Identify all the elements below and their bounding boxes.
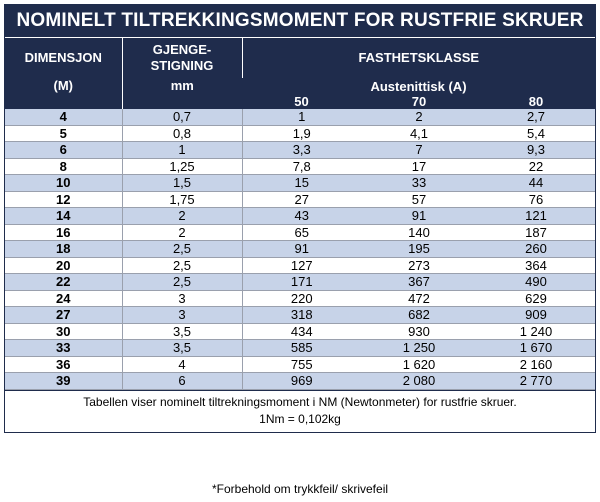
header-pitch-line2: STIGNING xyxy=(150,58,214,73)
cell-class-80: 909 xyxy=(477,307,595,324)
cell-pitch: 0,8 xyxy=(122,125,242,142)
table-row xyxy=(5,290,595,307)
cell-class-70: 4,1 xyxy=(361,125,477,142)
cell-dimension: 14 xyxy=(5,208,122,225)
cell-pitch: 4 xyxy=(122,356,242,373)
cell-dimension: 24 xyxy=(5,290,122,307)
cell-class-50: 27 xyxy=(242,191,361,208)
header-strength-class: FASTHETSKLASSE xyxy=(242,38,595,78)
table-body xyxy=(5,109,595,389)
torque-table-panel xyxy=(4,4,596,433)
cell-pitch: 2,5 xyxy=(122,241,242,258)
cell-pitch: 3,5 xyxy=(122,340,242,357)
cell-class-80: 121 xyxy=(477,208,595,225)
cell-class-50: 755 xyxy=(242,356,361,373)
table-row xyxy=(5,340,595,357)
header-dimension: DIMENSJON xyxy=(5,38,122,78)
cell-class-70: 930 xyxy=(361,323,477,340)
cell-class-70: 57 xyxy=(361,191,477,208)
header-class-70: 70 xyxy=(361,94,477,109)
table-row xyxy=(5,175,595,192)
table-row xyxy=(5,356,595,373)
cell-class-80: 1 240 xyxy=(477,323,595,340)
header-pitch-line1: GJENGE- xyxy=(152,42,212,57)
table-row xyxy=(5,323,595,340)
table-row xyxy=(5,274,595,291)
cell-class-50: 1,9 xyxy=(242,125,361,142)
cell-class-50: 585 xyxy=(242,340,361,357)
cell-class-80: 76 xyxy=(477,191,595,208)
header-class-80: 80 xyxy=(477,94,595,109)
table-row xyxy=(5,142,595,159)
cell-dimension: 8 xyxy=(5,158,122,175)
cell-class-50: 318 xyxy=(242,307,361,324)
header-material: Austenittisk (A) xyxy=(242,78,595,94)
header-pitch-unit: mm xyxy=(122,78,242,109)
cell-dimension: 27 xyxy=(5,307,122,324)
disclaimer-note: *Forbehold om trykkfeil/ skrivefeil xyxy=(211,482,389,496)
table-row xyxy=(5,224,595,241)
cell-dimension: 33 xyxy=(5,340,122,357)
cell-class-50: 434 xyxy=(242,323,361,340)
cell-class-80: 364 xyxy=(477,257,595,274)
cell-class-50: 969 xyxy=(242,373,361,390)
cell-pitch: 2 xyxy=(122,224,242,241)
cell-class-50: 91 xyxy=(242,241,361,258)
header-class-50: 50 xyxy=(242,94,361,109)
table-footer xyxy=(5,390,595,432)
footer-conversion: 1Nm = 0,102kg xyxy=(259,411,341,426)
cell-class-70: 682 xyxy=(361,307,477,324)
table-row xyxy=(5,257,595,274)
cell-class-50: 3,3 xyxy=(242,142,361,159)
table-row xyxy=(5,307,595,324)
cell-dimension: 16 xyxy=(5,224,122,241)
cell-class-80: 629 xyxy=(477,290,595,307)
cell-class-80: 2 770 xyxy=(477,373,595,390)
cell-dimension: 18 xyxy=(5,241,122,258)
header-pitch xyxy=(122,38,242,78)
cell-class-70: 7 xyxy=(361,142,477,159)
cell-pitch: 3 xyxy=(122,290,242,307)
cell-pitch: 1,75 xyxy=(122,191,242,208)
cell-pitch: 2,5 xyxy=(122,257,242,274)
table-row xyxy=(5,158,595,175)
cell-class-80: 44 xyxy=(477,175,595,192)
cell-class-80: 22 xyxy=(477,158,595,175)
cell-class-70: 367 xyxy=(361,274,477,291)
cell-class-50: 7,8 xyxy=(242,158,361,175)
cell-dimension: 22 xyxy=(5,274,122,291)
table-row xyxy=(5,373,595,390)
table-row xyxy=(5,109,595,125)
header-dimension-unit: (M) xyxy=(5,78,122,109)
cell-class-70: 1 250 xyxy=(361,340,477,357)
cell-class-80: 5,4 xyxy=(477,125,595,142)
cell-class-80: 2 160 xyxy=(477,356,595,373)
cell-class-80: 2,7 xyxy=(477,109,595,125)
cell-class-70: 1 620 xyxy=(361,356,477,373)
cell-dimension: 30 xyxy=(5,323,122,340)
table-row xyxy=(5,208,595,225)
cell-pitch: 1,25 xyxy=(122,158,242,175)
cell-class-70: 91 xyxy=(361,208,477,225)
cell-class-70: 273 xyxy=(361,257,477,274)
cell-pitch: 0,7 xyxy=(122,109,242,125)
cell-class-70: 195 xyxy=(361,241,477,258)
cell-class-80: 260 xyxy=(477,241,595,258)
cell-class-70: 33 xyxy=(361,175,477,192)
cell-class-50: 15 xyxy=(242,175,361,192)
cell-pitch: 6 xyxy=(122,373,242,390)
cell-class-50: 65 xyxy=(242,224,361,241)
cell-class-50: 43 xyxy=(242,208,361,225)
cell-pitch: 3 xyxy=(122,307,242,324)
cell-pitch: 2,5 xyxy=(122,274,242,291)
cell-pitch: 2 xyxy=(122,208,242,225)
cell-class-50: 127 xyxy=(242,257,361,274)
cell-pitch: 1,5 xyxy=(122,175,242,192)
footer-description: Tabellen viser nominelt tiltrekningsmoment i NM (Newtonmeter) for rustfrie skruer. xyxy=(83,394,517,409)
table-row xyxy=(5,241,595,258)
table-row xyxy=(5,125,595,142)
cell-dimension: 5 xyxy=(5,125,122,142)
cell-class-80: 1 670 xyxy=(477,340,595,357)
cell-pitch: 1 xyxy=(122,142,242,159)
cell-dimension: 10 xyxy=(5,175,122,192)
cell-class-70: 2 xyxy=(361,109,477,125)
cell-class-50: 171 xyxy=(242,274,361,291)
cell-class-70: 17 xyxy=(361,158,477,175)
cell-dimension: 6 xyxy=(5,142,122,159)
cell-dimension: 12 xyxy=(5,191,122,208)
cell-dimension: 20 xyxy=(5,257,122,274)
cell-class-50: 220 xyxy=(242,290,361,307)
cell-class-70: 2 080 xyxy=(361,373,477,390)
cell-class-70: 472 xyxy=(361,290,477,307)
cell-class-80: 187 xyxy=(477,224,595,241)
cell-pitch: 3,5 xyxy=(122,323,242,340)
cell-class-70: 140 xyxy=(361,224,477,241)
torque-table xyxy=(5,38,595,390)
cell-class-50: 1 xyxy=(242,109,361,125)
cell-class-80: 490 xyxy=(477,274,595,291)
table-row xyxy=(5,191,595,208)
cell-dimension: 36 xyxy=(5,356,122,373)
cell-dimension: 39 xyxy=(5,373,122,390)
cell-class-80: 9,3 xyxy=(477,142,595,159)
table-title: NOMINELT TILTREKKINGSMOMENT FOR RUSTFRIE SKRUER xyxy=(5,5,595,38)
cell-dimension: 4 xyxy=(5,109,122,125)
